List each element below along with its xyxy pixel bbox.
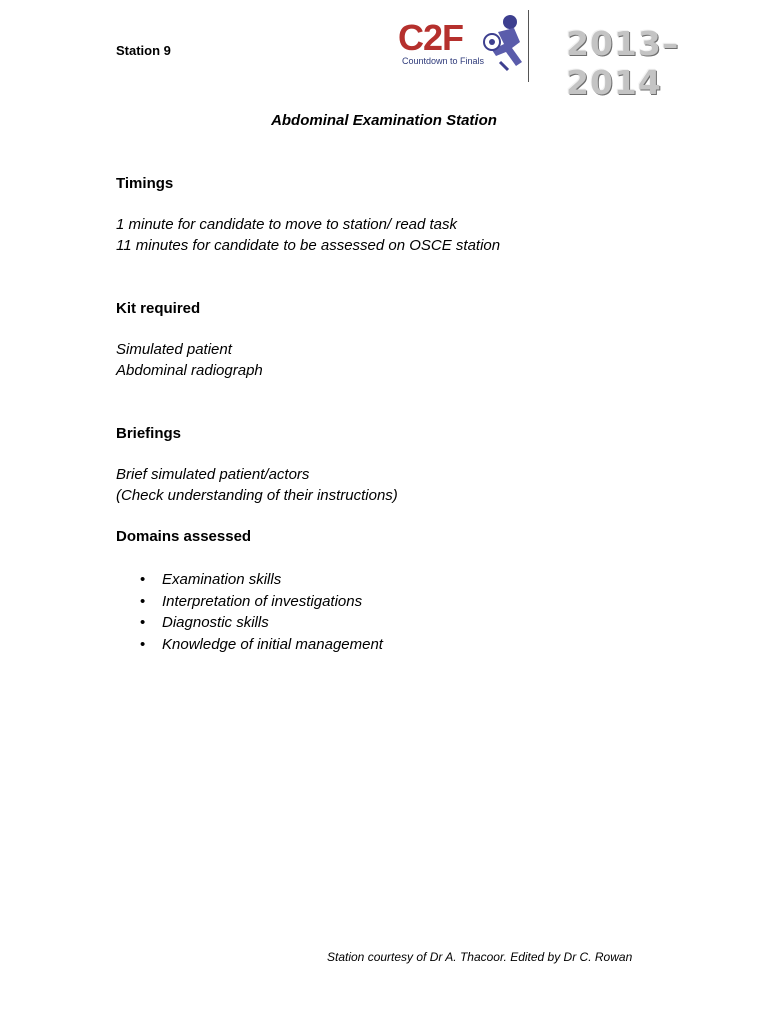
bullet-icon: •: [140, 571, 146, 588]
kit-heading: Kit required: [116, 300, 201, 317]
bullet-icon: •: [140, 635, 146, 653]
page-title: Abdominal Examination Station: [271, 112, 497, 129]
briefings-line: Brief simulated patient/actors: [116, 466, 310, 483]
timings-line: 1 minute for candidate to move to station/ read task: [116, 216, 458, 233]
logo-wordmark: C2F: [398, 17, 464, 58]
timings-line: 11 minutes for candidate to be assessed on OSCE station: [116, 237, 501, 254]
briefings-heading: Briefings: [116, 425, 182, 442]
bullet-icon: •: [140, 592, 146, 610]
list-item: • Examination skills: [140, 571, 282, 588]
station-number: Station 9: [116, 43, 171, 58]
domains-list: [140, 570, 383, 656]
logo-divider: [528, 10, 529, 82]
briefings-line: (Check understanding of their instructions): [116, 487, 398, 504]
academic-years: 2013–2014: [566, 24, 680, 102]
footer-credit: Station courtesy of Dr A. Thacoor. Edited by Dr C. Rowan: [327, 950, 633, 964]
list-item: • Knowledge of initial management: [140, 635, 383, 653]
timings-heading: Timings: [116, 175, 174, 192]
logo-subtitle: Countdown to Finals: [402, 56, 485, 66]
c2f-logo: [398, 10, 532, 82]
kit-line: Simulated patient: [116, 341, 232, 358]
runner-icon: [478, 12, 532, 74]
list-item: • Interpretation of investigations: [140, 592, 363, 610]
bullet-icon: •: [140, 614, 146, 632]
kit-line: Abdominal radiograph: [116, 362, 263, 379]
domains-heading: Domains assessed: [116, 528, 252, 545]
list-item: • Diagnostic skills: [140, 614, 269, 632]
